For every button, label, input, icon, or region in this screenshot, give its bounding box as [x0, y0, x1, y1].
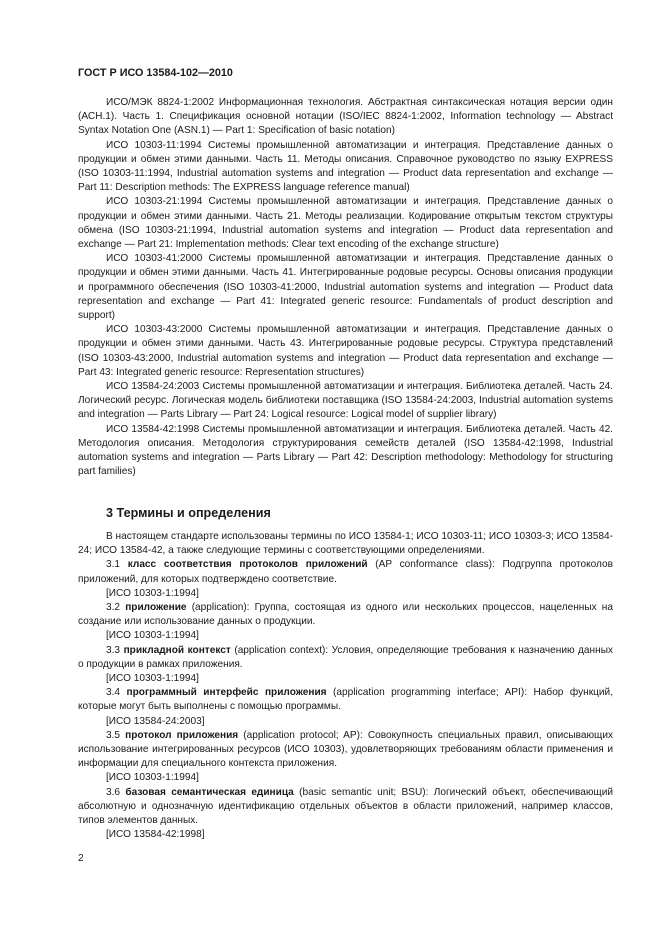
definition-text: (AP conformance class): Подгруппа протоколов приложений, для которых подтверждено соответствие.: [78, 559, 613, 585]
definition-item: [78, 786, 613, 829]
definition-text: (application context): Условия, определяющие требования к назначению данных о продукции в рамках приложения.: [78, 644, 613, 670]
definition-source: [ИСО 10303-1:1994]: [106, 772, 199, 784]
reference-item: ИСО 10303-41:2000 Системы промышленной автоматизации и интеграция. Представление данных о продукции и обмен этими данными. Часть 41. Интегрированные родовые ресурсы. Основы описания продукции и программного обеспечения (ISO 10303-41:2000, Industrial automation systems and integration — Product data representation and exchange — Part 41: Integrated generic resource: Fundamentals of product description and support): [78, 253, 613, 322]
definition-term: класс соответствия протоколов приложений: [127, 559, 368, 571]
definition-text: (application protocol; AP): Совокупность специальных правил, описывающих использование интегрированных ресурсов (ИСО 10303), удовлетворяющих требованиям области применения и информации для специального контекста приложения.: [78, 729, 614, 770]
definition-item: [78, 601, 613, 629]
definition-text: (application programming interface; API): Набор функций, которые могут быть выполнены с помощью программы.: [78, 687, 613, 713]
reference-item: ИСО 10303-11:1994 Системы промышленной автоматизации и интеграция. Представление данных о продукции и обмен этими данными. Часть 11. Методы описания. Справочное руководство по языку EXPRESS (ISO 10303-11:1994, Industrial automation systems and integration — Product data representation and exchange — Part 11: Description methods: The EXPRESS language reference manual): [78, 139, 613, 194]
definition-item: [78, 729, 613, 772]
definition-item: [78, 558, 613, 586]
reference-item: ИСО 10303-21:1994 Системы промышленной автоматизации и интеграция. Представление данных о продукции и обмен этими данными. Часть 21. Методы реализации. Кодирование открытым текстом структуры обмена (ISO 10303-21:1994, Industrial automation systems and integration — Product data representation and exchange — Part 21: Implementation methods: Clear text encoding of the exchange structure): [78, 196, 613, 251]
definition-term: приложение: [125, 602, 187, 614]
reference-item: ИСО 10303-43:2000 Системы промышленной автоматизации и интеграция. Представление данных о продукции и обмен этими данными. Часть 43. Интегрированные родовые ресурсы. Структура представлений (ISO 10303-43:2000, Industrial automation systems and integration — Product data representation and exchange — Part 43: Integrated generic resource: Representation structures): [78, 324, 613, 378]
reference-item: ИСО/МЭК 8824-1:2002 Информационная технология. Абстрактная синтаксическая нотация версии один (АСН.1). Часть 1. Спецификация основной нотации (ISO/IEC 8824-1:2002, Information technology — Abstract Syntax Notation One (ASN.1) — Part 1: Specification of basic notation): [78, 97, 613, 137]
normative-references: [78, 96, 613, 479]
definition-item: [78, 644, 613, 672]
definition-source: [ИСО 10303-1:1994]: [106, 630, 199, 642]
document-header: ГОСТ Р ИСО 13584-102—2010: [78, 67, 233, 79]
definition-source: [ИСО 13584-42:1998]: [106, 829, 205, 841]
definition-source: [ИСО 13584-24:2003]: [106, 715, 205, 727]
section-title: 3 Термины и определения: [106, 506, 271, 520]
definition-term: программный интерфейс приложения: [126, 687, 327, 699]
reference-item: ИСО 13584-24:2003 Системы промышленной автоматизации и интеграция. Библиотека деталей. Часть 24. Логический ресурс. Логическая модель библиотеки поставщика (ISO 13584-24:2003, Industrial automation systems and integration — Parts Library — Part 24: Logical resource: Logical model of supplier library): [78, 381, 613, 421]
definition-text: (application): Группа, состоящая из одного или нескольких процессов, нацеленных на создание или использование данных о продукции.: [78, 602, 613, 628]
definition-number: 3.1: [106, 559, 121, 571]
page-number: 2: [78, 853, 84, 864]
definition-term: базовая семантическая единица: [125, 786, 294, 798]
definition-text: (basic semantic unit; BSU): Логический объект, обеспечивающий абсолютную и однозначную идентификацию отдельных объектов в области приложений, например классов, типов элементов данных.: [78, 786, 614, 827]
definitions-section: [78, 530, 613, 842]
definition-source: [ИСО 10303-1:1994]: [106, 587, 199, 599]
definition-number: 3.5: [106, 729, 121, 741]
definition-number: 3.2: [106, 602, 121, 614]
definition-number: 3.3: [106, 644, 121, 656]
definition-term: прикладной контекст: [123, 644, 231, 656]
reference-item: ИСО 13584-42:1998 Системы промышленной автоматизации и интеграция. Библиотека деталей. Часть 42. Методология описания. Методология структурирования семейств деталей (ISO 13584-42:1998, Industrial automation systems and integration — Parts Library — Part 42: Description methodology: Methodology for structuring part families): [78, 423, 613, 478]
definition-term: протокол приложения: [125, 729, 239, 741]
section-intro: В настоящем стандарте использованы термины по ИСО 13584-1; ИСО 10303-11; ИСО 10303-3; ИСО 13584-24; ИСО 13584-42, а также следующие термины с соответствующими определениями.: [78, 531, 613, 557]
definition-item: [78, 686, 613, 714]
definition-number: 3.6: [106, 786, 121, 798]
definition-number: 3.4: [106, 687, 121, 699]
definition-source: [ИСО 10303-1:1994]: [106, 673, 199, 685]
